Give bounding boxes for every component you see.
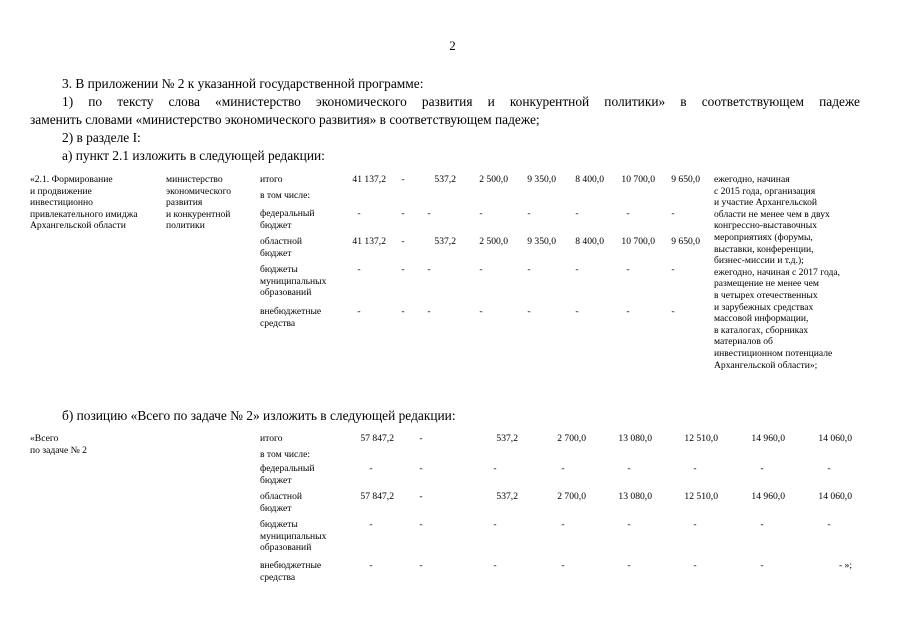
value-cell: - [827,519,831,530]
value-cell: 12 510,0 [684,491,718,502]
result-text-line: ежегодно, начиная с 2017 года, [714,266,841,278]
result-text-line: области не менее чем в двух [714,208,830,220]
value-cell: - [527,306,531,317]
row-label-line: внебюджетные [260,306,322,317]
result-text-line: инвестиционном потенциале [714,348,833,359]
row-label-line: бюджеты [260,519,298,530]
value-cell: - [575,208,579,219]
result-text-line: массовой информации, [714,313,809,325]
value-cell: - [479,306,483,317]
row-label-line: бюджет [260,502,292,514]
row-label-line: федеральный [260,463,315,474]
row-label-line: образований [260,287,312,299]
row-label-line: муниципальных [260,530,327,542]
value-cell: - [427,264,431,275]
value-cell: - [626,264,630,275]
value-cell: - [357,306,361,317]
paragraph-1-line2: заменить словами «министерство экономического развития» в соответствующем падеже; [30,112,540,127]
paragraph-b: б) позицию «Всего по задаче № 2» изложить в следующей редакции: [62,408,456,423]
value-cell: - [357,264,361,275]
row-label-line: внебюджетные [260,560,322,571]
value-cell: - [419,433,423,444]
row-label-line: бюджет [260,247,292,259]
item-name-line: по задаче № 2 [30,444,87,456]
row-label-line: средства [260,571,296,583]
executor-line: развития [166,197,203,209]
executor-line: экономического [166,185,232,197]
paragraph-3: 3. В приложении № 2 к указанной государственной программе: [62,76,424,91]
page-number: 2 [449,38,456,53]
executor-line: и конкурентной [166,208,231,220]
result-text-line: выставки, конференции, [714,243,814,255]
result-text-line: Архангельской области»; [714,359,818,371]
value-cell: 13 080,0 [618,433,652,444]
value-cell: 12 510,0 [684,433,718,444]
value-cell: 537,2 [496,491,518,502]
row-label-line: муниципальных [260,275,327,287]
value-cell: 9 650,0 [671,174,700,185]
value-cell: - [427,306,431,317]
value-cell: - [369,463,373,474]
value-cell: - [401,264,405,275]
value-cell: 14 960,0 [751,433,785,444]
value-cell: 9 650,0 [671,236,700,247]
value-cell: - [527,208,531,219]
value-cell: - [575,306,579,317]
result-text-line: ежегодно, начиная [714,174,790,185]
item-name-line: «Всего [30,433,59,444]
row-label-line: бюджеты [260,264,298,275]
value-cell: 14 060,0 [818,491,852,502]
value-cell: - [626,208,630,219]
result-text-line: и зарубежных средствах [714,301,814,313]
result-text-line: в каталогах, сборниках [714,324,809,336]
result-text-line: материалов об [714,336,773,348]
value-cell: - [561,519,565,530]
value-cell: 2 700,0 [557,433,586,444]
row-label-line: бюджет [260,219,292,231]
value-cell: 57 847,2 [360,433,394,444]
value-cell: - [671,264,675,275]
value-cell: - [627,463,631,474]
value-cell: 14 960,0 [751,491,785,502]
value-cell: - [627,519,631,530]
value-cell: 13 080,0 [618,491,652,502]
result-text-line: с 2015 года, организация [714,185,816,197]
value-cell: - [671,208,675,219]
item-name-line: и продвижение [30,185,92,197]
value-cell: 9 350,0 [527,236,556,247]
row-label-line: областной [260,236,303,247]
row-label-line: итого [260,433,283,444]
value-cell: - [419,519,423,530]
value-cell: - [369,560,373,571]
row-label-line: образований [260,542,312,554]
value-cell: 2 700,0 [557,491,586,502]
value-cell: - [561,463,565,474]
value-cell: - »; [838,560,852,571]
item-name-line: привлекательного имиджа [30,208,138,220]
value-cell: - [760,463,764,474]
value-cell: - [693,463,697,474]
value-cell: - [626,306,630,317]
result-text-line: и участие Архангельской [714,197,818,209]
value-cell: 9 350,0 [527,174,556,185]
paragraph-1-line1: 1) по тексту слова «министерство экономического развития и конкурентной политики» в соответствующем падеже [62,94,860,109]
value-cell: - [627,560,631,571]
value-cell: - [357,208,361,219]
value-cell: - [827,463,831,474]
value-cell: - [479,208,483,219]
value-cell: - [419,560,423,571]
value-cell: 8 400,0 [575,174,604,185]
value-cell: 537,2 [434,174,456,185]
value-cell: 2 500,0 [479,174,508,185]
executor-line: министерство [166,174,223,185]
value-cell: 41 137,2 [352,174,386,185]
paragraph-2: 2) в разделе I: [62,130,141,145]
result-text-line: конгрессно-выставочных [714,220,817,232]
row-label-line: областной [260,491,303,502]
value-cell: - [419,463,423,474]
value-cell: 41 137,2 [352,236,386,247]
value-cell: - [493,463,497,474]
result-text-line: мероприятиях (форумы, [714,232,813,243]
value-cell: - [671,306,675,317]
value-cell: - [493,519,497,530]
value-cell: - [427,208,431,219]
row-label-line: бюджет [260,474,292,486]
value-cell: 10 700,0 [621,236,655,247]
value-cell: - [561,560,565,571]
row-label-line: федеральный [260,208,315,219]
result-text-line: в четырех отечественных [714,290,818,301]
item-name-line: инвестиционно [30,197,93,209]
value-cell: - [760,560,764,571]
row-label-line: в том числе: [260,190,311,201]
result-text-line: бизнес-миссии и т.д.); [714,255,804,267]
value-cell: - [527,264,531,275]
result-text-line: размещение не менее чем [714,278,819,290]
value-cell: - [401,306,405,317]
value-cell: 14 060,0 [818,433,852,444]
value-cell: - [401,208,405,219]
value-cell: 57 847,2 [360,491,394,502]
value-cell: 8 400,0 [575,236,604,247]
value-cell: - [401,236,405,247]
value-cell: - [419,491,423,502]
item-name-line: Архангельской области [30,220,126,232]
item-name-line: «2.1. Формирование [30,174,113,185]
paragraph-a: а) пункт 2.1 изложить в следующей редакции: [62,148,325,163]
row-label-line: средства [260,317,296,329]
value-cell: - [575,264,579,275]
value-cell: - [760,519,764,530]
value-cell: - [693,560,697,571]
value-cell: 10 700,0 [621,174,655,185]
row-label-line: в том числе: [260,449,311,460]
row-label-line: итого [260,174,283,185]
value-cell: - [493,560,497,571]
value-cell: - [369,519,373,530]
value-cell: - [479,264,483,275]
value-cell: 2 500,0 [479,236,508,247]
value-cell: - [401,174,405,185]
value-cell: - [693,519,697,530]
value-cell: 537,2 [496,433,518,444]
executor-line: политики [166,220,205,232]
value-cell: 537,2 [434,236,456,247]
